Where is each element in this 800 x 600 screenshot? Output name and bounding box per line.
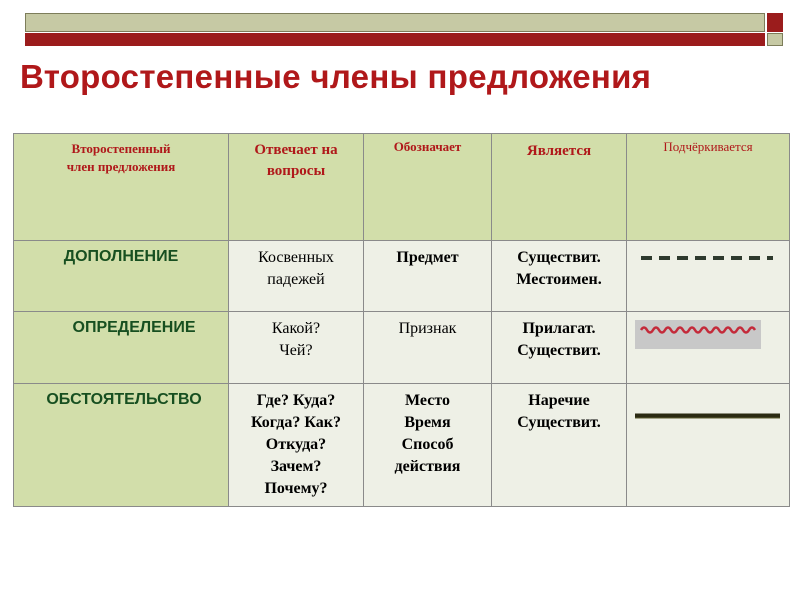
header-text: вопросы — [266, 163, 326, 179]
cell-line: Когда? Как? — [251, 414, 341, 431]
underline-cell — [627, 241, 790, 312]
questions-cell — [229, 384, 364, 507]
header-text: член предложения — [66, 159, 176, 174]
cell-line: Косвенных — [258, 249, 334, 266]
questions-cell — [229, 312, 364, 384]
cell-line: Способ — [401, 436, 454, 453]
header-cell-underline — [627, 134, 790, 241]
header-cell-meaning — [364, 134, 492, 241]
header-cell-part-of-speech — [492, 134, 627, 241]
meaning-cell — [364, 384, 492, 507]
pos-cell — [492, 241, 627, 312]
cell-line: падежей — [267, 271, 325, 288]
page-title: Второстепенные члены предложения — [20, 58, 652, 95]
wavy-line-icon — [628, 312, 788, 356]
table-row — [14, 312, 790, 384]
term-label: ОПРЕДЕЛЕНИЕ — [72, 319, 196, 336]
cell-line: Прилагат. — [522, 320, 596, 337]
cell-line: Где? Куда? — [256, 392, 336, 409]
cell-line: Откуда? — [265, 436, 327, 453]
top-decor-bar-red — [25, 33, 765, 46]
term-cell — [14, 312, 229, 384]
pos-cell — [492, 384, 627, 507]
header-text: Является — [526, 143, 592, 159]
corner-decor-red — [767, 13, 783, 32]
cell-line: Признак — [398, 320, 457, 337]
cell-line: Предмет — [396, 249, 459, 266]
term-cell — [14, 241, 229, 312]
top-decor-bar-olive — [25, 13, 765, 32]
meaning-cell — [364, 312, 492, 384]
underline-cell — [627, 312, 790, 384]
dash-dot-line-icon — [628, 384, 788, 434]
cell-line: Почему? — [264, 480, 328, 497]
cell-line: Существит. — [517, 342, 601, 359]
grammar-table — [13, 133, 790, 507]
header-text: Второстепенный — [71, 141, 171, 156]
cell-line: Место — [405, 392, 450, 409]
table-header-row — [14, 134, 790, 241]
term-label: ОБСТОЯТЕЛЬСТВО — [46, 391, 202, 408]
cell-line: Местоимен. — [516, 271, 602, 288]
cell-line: Зачем? — [270, 458, 322, 475]
cell-line: Существит. — [517, 249, 601, 266]
cell-line: Существит. — [517, 414, 601, 431]
header-text: Подчёркивается — [663, 139, 753, 154]
header-cell-questions — [229, 134, 364, 241]
cell-line: действия — [394, 458, 461, 475]
cell-line: Наречие — [528, 392, 590, 409]
cell-line: Чей? — [279, 342, 313, 359]
underline-cell — [627, 384, 790, 507]
dashed-line-icon — [628, 241, 788, 281]
term-label: ДОПОЛНЕНИЕ — [63, 248, 179, 265]
corner-decor-olive — [767, 33, 783, 46]
table-row — [14, 384, 790, 507]
header-cell-member — [14, 134, 229, 241]
term-cell — [14, 384, 229, 507]
meaning-cell — [364, 241, 492, 312]
table-row — [14, 241, 790, 312]
cell-line: Время — [404, 414, 451, 431]
pos-cell — [492, 312, 627, 384]
cell-line: Какой? — [271, 320, 321, 337]
questions-cell — [229, 241, 364, 312]
header-text: Обозначает — [393, 139, 462, 154]
header-text: Отвечает на — [254, 142, 338, 158]
